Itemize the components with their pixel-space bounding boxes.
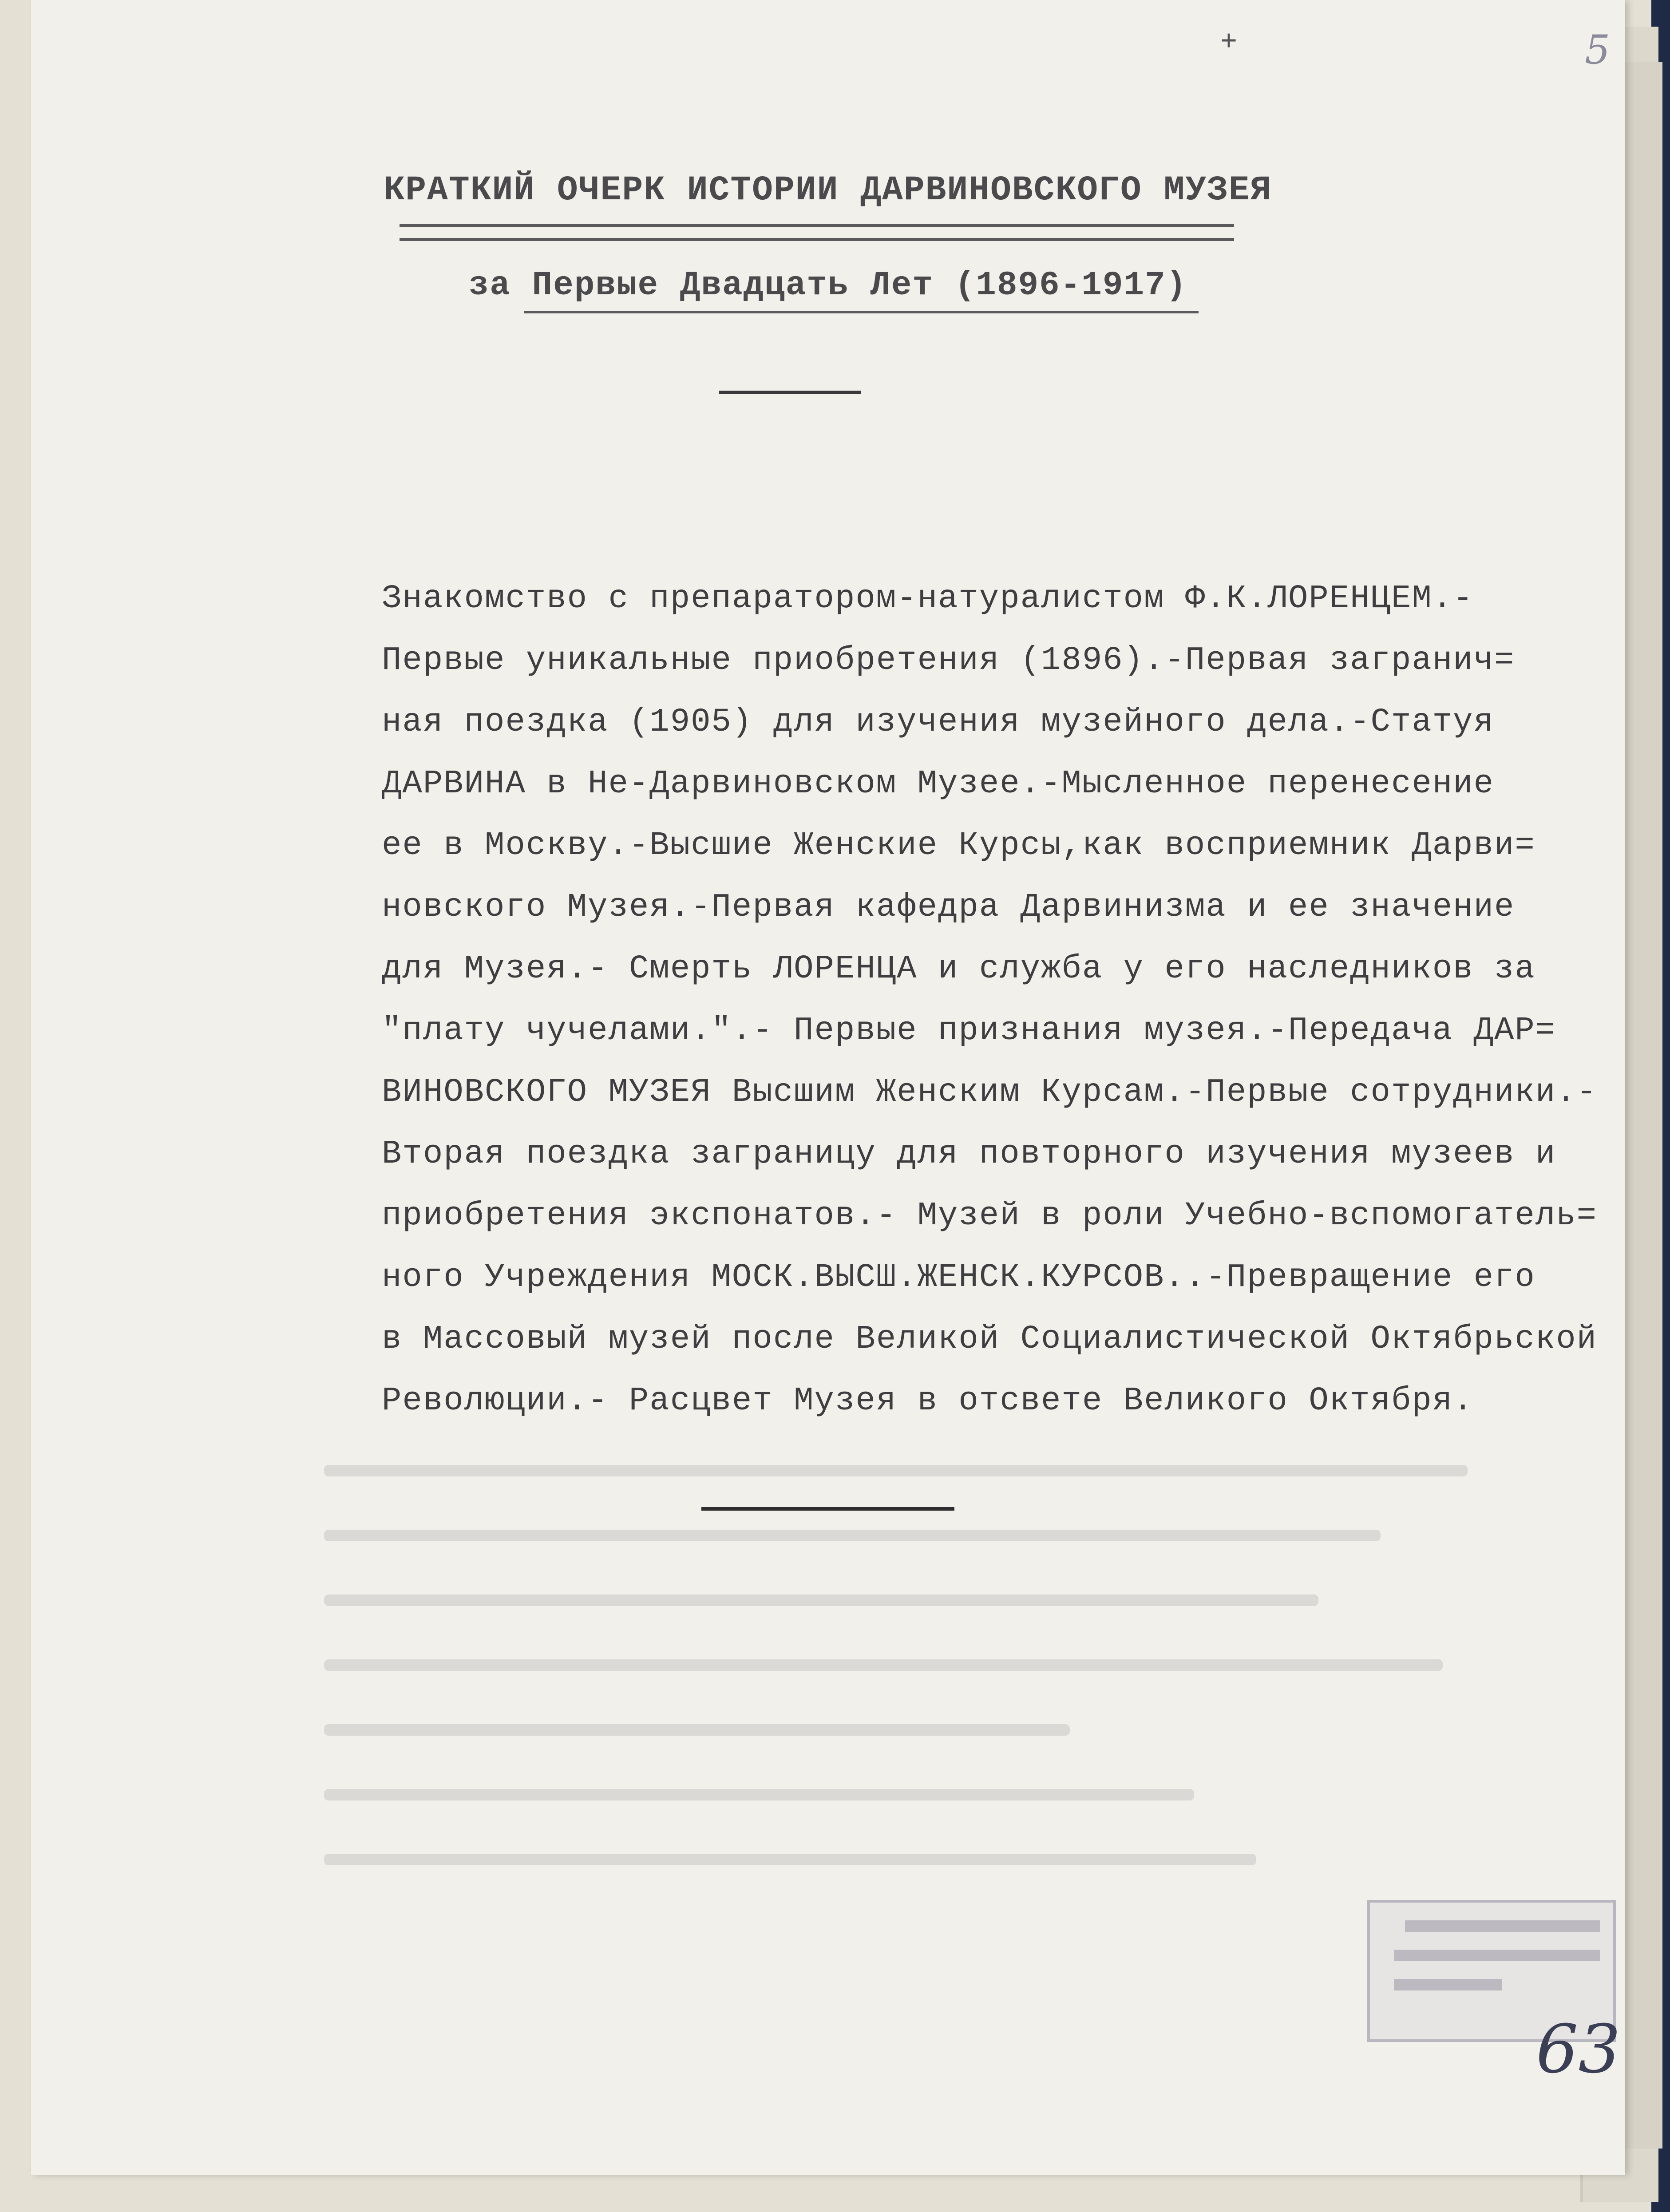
summary-line: ее в Москву.-Высшие Женские Курсы,как восприемник Дарви= bbox=[382, 827, 1535, 864]
subtitle-underline bbox=[524, 311, 1199, 313]
summary-line: Первые уникальные приобретения (1896).-Первая загранич= bbox=[382, 642, 1515, 679]
document-subtitle: за Первые Двадцать Лет (1896-1917) bbox=[468, 266, 1187, 305]
summary-line: Вторая поездка заграницу для повторного изучения музеев и bbox=[382, 1136, 1556, 1173]
closing-divider bbox=[701, 1507, 954, 1511]
summary-line: ная поездка (1905) для изучения музейного дела.-Статуя bbox=[382, 704, 1494, 741]
corner-page-mark: 5 bbox=[1585, 27, 1611, 73]
summary-line: в Массовый музей после Великой Социалистической Октябрьской bbox=[382, 1321, 1598, 1358]
folio-number: 63 bbox=[1536, 2011, 1621, 2088]
summary-line: Знакомство с препаратором-натуралистом Ф.К.ЛОРЕНЦЕМ.- bbox=[382, 580, 1474, 617]
bleed-through-text bbox=[324, 1465, 1567, 1909]
summary-line: "плату чучелами.".- Первые признания музея.-Передача ДАР= bbox=[382, 1012, 1556, 1049]
summary-line: ДАРВИНА в Не-Дарвиновском Музее.-Мысленное перенесение bbox=[382, 765, 1494, 803]
summary-line: приобретения экспонатов.- Музей в роли Учебно-вспомогатель= bbox=[382, 1197, 1598, 1235]
summary-line: новского Музея.-Первая кафедра Дарвинизма и ее значение bbox=[382, 889, 1515, 926]
typed-page bbox=[31, 0, 1625, 2175]
summary-line: ВИНОВСКОГО МУЗЕЯ Высшим Женским Курсам.-Первые сотрудники.- bbox=[382, 1074, 1598, 1111]
section-divider bbox=[719, 391, 861, 394]
summary-paragraph bbox=[382, 568, 1607, 1432]
summary-line: ного Учреждения МОСК.ВЫСШ.ЖЕНСК.КУРСОВ..-Превращение его bbox=[382, 1259, 1535, 1296]
summary-line: Революции.- Расцвет Музея в отсвете Великого Октября. bbox=[382, 1382, 1474, 1420]
document-title: КРАТКИЙ ОЧЕРК ИСТОРИИ ДАРВИНОВСКОГО МУЗЕЯ bbox=[384, 171, 1272, 210]
title-double-underline bbox=[400, 224, 1234, 241]
top-mark: + bbox=[1221, 24, 1237, 55]
summary-line: для Музея.- Смерть ЛОРЕНЦА и служба у его наследников за bbox=[382, 950, 1535, 988]
underlying-sheet-edge-2 bbox=[1620, 62, 1662, 2149]
